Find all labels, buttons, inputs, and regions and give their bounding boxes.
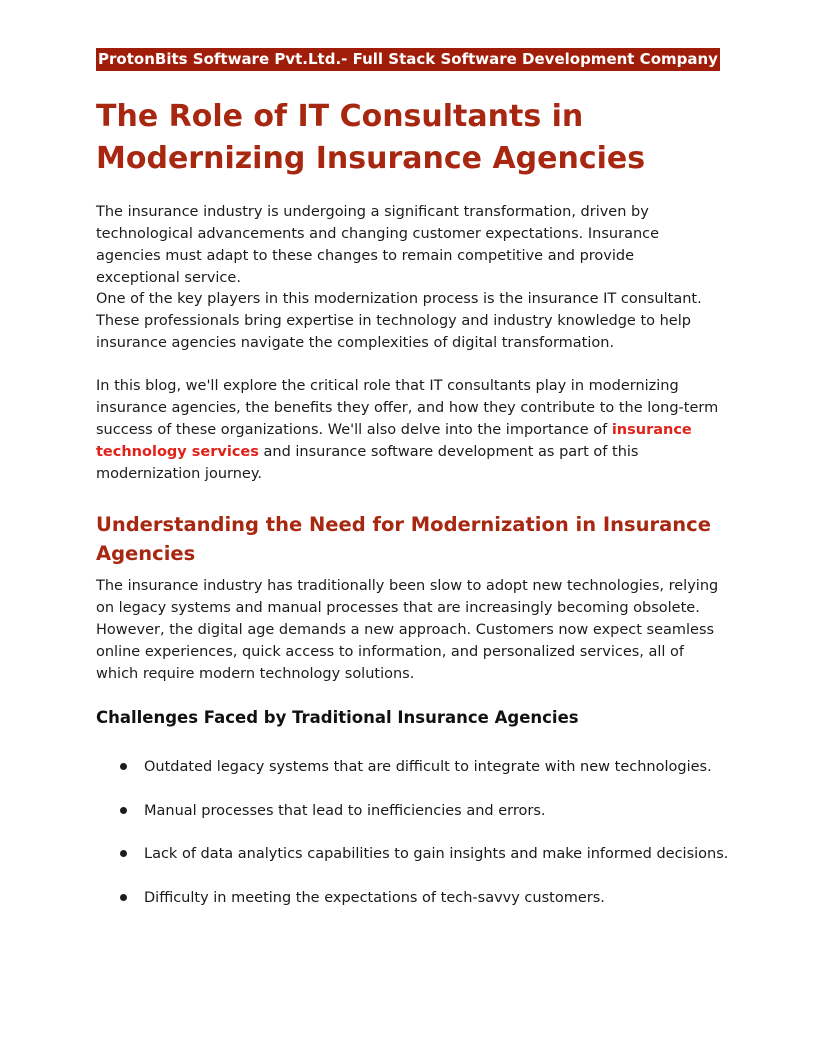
insurance-technology-services-link[interactable]: insurance technology services — [96, 422, 692, 460]
modernization-paragraph: The insurance industry has traditionally been slow to adopt new technologies, relying on legacy systems and manual processes that are increasingly becoming obsolete. However, the digital age demands a new approach. Customers now expect seamless online experiences, quick access to information, and personalized services, all of which require modern technology solutions. — [96, 578, 719, 682]
bullet-icon — [120, 894, 127, 901]
sub-heading-challenges: Challenges Faced by Traditional Insurance Agencies — [96, 708, 579, 727]
list-item-text: Difficulty in meeting the expectations of tech-savvy customers. — [144, 889, 605, 906]
list-item-text: Outdated legacy systems that are difficult to integrate with new technologies. — [144, 759, 712, 775]
bullet-icon — [120, 807, 127, 814]
p3-text-before: In this blog, we'll explore the critical role that IT consultants play in modernizing insurance agencies, the benefits they offer, and how they contribute to the long-term success of these organizations. We'll also delve into the importance of — [96, 378, 719, 438]
list-item — [96, 800, 720, 844]
list-item — [96, 756, 720, 800]
list-item — [96, 887, 720, 931]
banner-container — [0, 48, 816, 71]
challenges-list — [96, 756, 729, 930]
p3-text-after: and insurance software development as part of this modernization journey. — [96, 444, 639, 482]
blog-overview-paragraph — [96, 375, 720, 485]
list-item — [96, 843, 729, 887]
company-banner: ProtonBits Software Pvt.Ltd.- Full Stack Software Development Company — [96, 48, 720, 71]
bullet-icon — [120, 850, 127, 857]
bullet-icon — [120, 763, 127, 770]
intro-paragraph: The insurance industry is undergoing a significant transformation, driven by technological advancements and changing customer expectations. Insurance agencies must adapt to these changes to remain competitive and provide exceptional service. — [96, 204, 660, 286]
consultant-paragraph: One of the key players in this modernization process is the insurance IT consultant. These professionals bring expertise in technology and industry knowledge to help insurance agencies navigate the complexities of digital transformation. — [96, 291, 702, 351]
section-heading-modernization: Understanding the Need for Modernization in Insurance Agencies — [96, 513, 711, 565]
list-item-text: Lack of data analytics capabilities to gain insights and make informed decisions. — [144, 846, 729, 862]
article-title: The Role of IT Consultants in Modernizing Insurance Agencies — [96, 99, 646, 176]
list-item-text: Manual processes that lead to inefficiencies and errors. — [144, 802, 546, 819]
